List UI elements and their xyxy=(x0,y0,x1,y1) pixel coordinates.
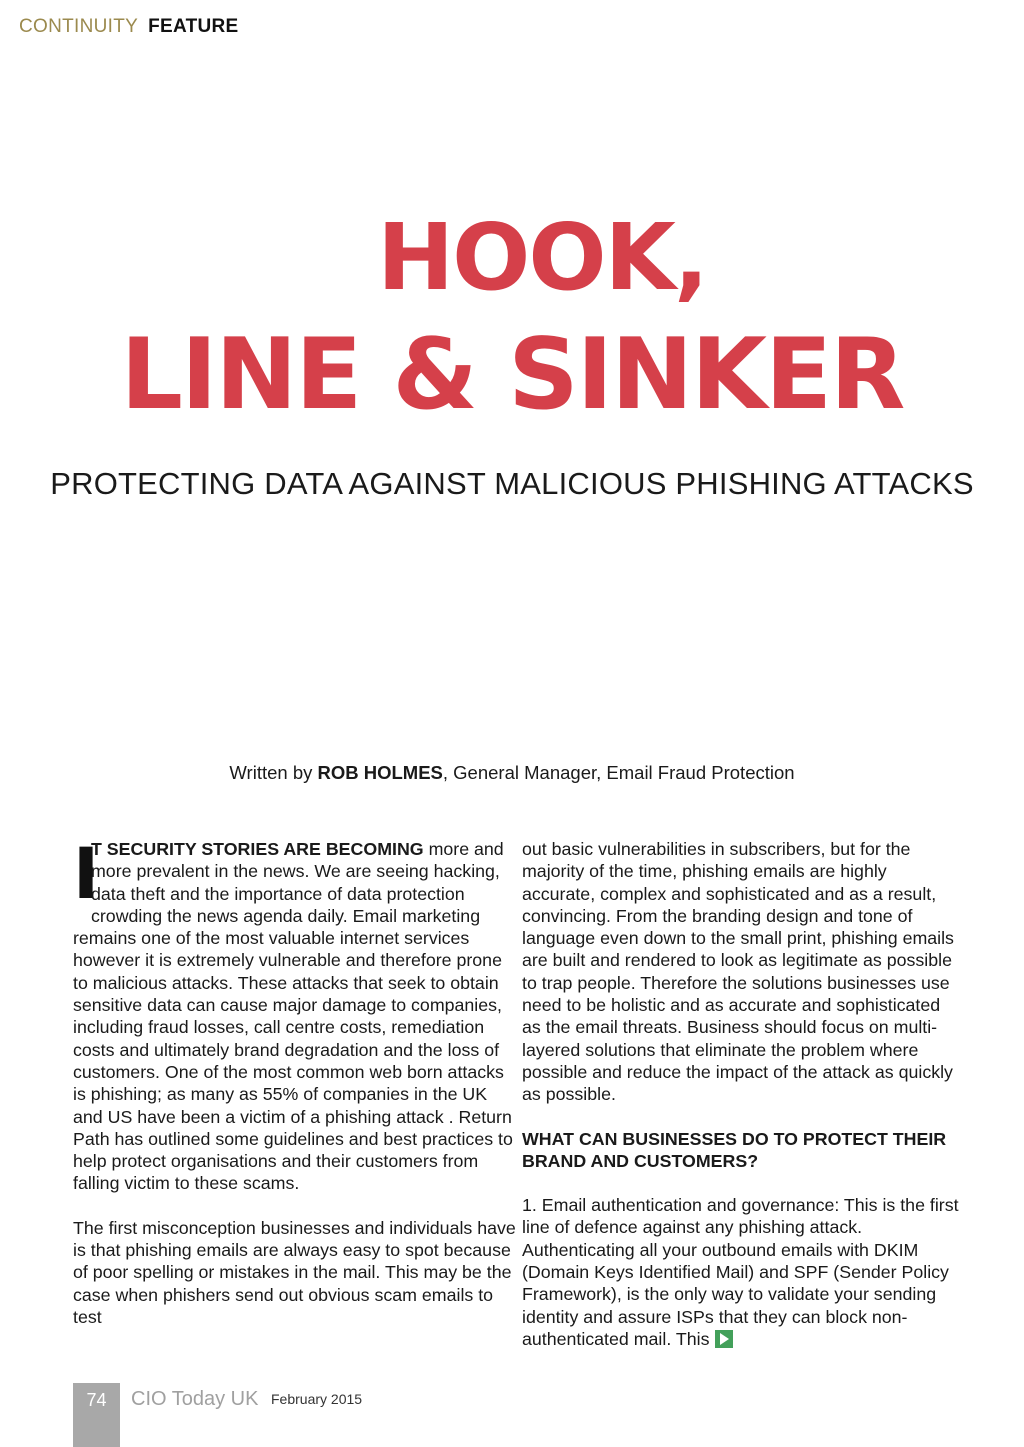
section-kind: FEATURE xyxy=(148,16,239,37)
section-label xyxy=(19,16,239,38)
drop-cap: I xyxy=(73,833,100,915)
lead-in-caps: T SECURITY STORIES ARE BECOMING xyxy=(91,839,424,859)
article-column-right xyxy=(522,838,962,1372)
authentication-text: 1. Email authentication and governance: This is the first line of defence against any phishing attack. Authenticating all your outbound emails with DKIM (Domain Keys Identified Mail) and SPF (Sender Policy Framework), is the only way to validate your sending identity and assure ISPs that they can block non-authenticated mail. This xyxy=(522,1195,959,1349)
magazine-name: CIO Today UK xyxy=(131,1388,259,1410)
section-heading: WHAT CAN BUSINESSES DO TO PROTECT THEIR BRAND AND CUSTOMERS? xyxy=(522,1128,947,1171)
paragraph-misconception-part-1: The first misconception businesses and individuals have is that phishing emails are always easy to spot because of poor spelling or mistakes in the mail. This may be the case when phishers send out obvious scam emails to test xyxy=(73,1217,516,1327)
paragraph-authentication xyxy=(522,1194,962,1350)
byline-prefix: Written by xyxy=(229,762,318,783)
paragraph-intro xyxy=(73,833,521,1195)
intro-text: more and more prevalent in the news. We are seeing hacking, data theft and the importance of data protection crowding the news agenda daily. Email marketing remains one of the most valuable internet services however it is extremely vulnerable and therefore prone to malicious attacks. These attacks that seek to obtain sensitive data can cause major damage to companies, including fraud losses, call centre costs, remediation costs and ultimately brand degradation and the loss of customers. One of the most common web born attacks is phishing; as many as 55% of companies in the UK and US have been a victim of a phishing attack . Return Path has outlined some guidelines and best practices to help protect organisations and their customers from falling victim to these scams. xyxy=(73,839,513,1194)
headline-line-2: LINE & SINKER xyxy=(120,318,904,432)
page-number: 74 xyxy=(86,1390,107,1410)
section-name: CONTINUITY xyxy=(19,16,139,37)
subheadline: PROTECTING DATA AGAINST MALICIOUS PHISHING ATTACKS xyxy=(50,466,974,501)
continue-arrow-icon[interactable] xyxy=(715,1330,733,1348)
article-column-left xyxy=(73,833,521,1350)
paragraph-misconception-part-2: out basic vulnerabilities in subscribers, but for the majority of the time, phishing emails are highly accurate, complex and sophisticated and as a result, convincing. From the branding design and tone of language even down to the small print, phishing emails are built and rendered to look as legitimate as possible to trap people. Therefore the solutions businesses use need to be holistic and as accurate and sophisticated as the email threats. Business should focus on multi-layered solutions that eliminate the problem where possible and reduce the impact of the attack as quickly as possible. xyxy=(522,839,954,1105)
headline-line-1: HOOK, xyxy=(377,204,707,311)
byline xyxy=(0,762,1024,784)
byline-role: , General Manager, Email Fraud Protection xyxy=(442,762,795,783)
issue-date: February 2015 xyxy=(271,1391,363,1407)
byline-author: ROB HOLMES xyxy=(317,762,443,783)
